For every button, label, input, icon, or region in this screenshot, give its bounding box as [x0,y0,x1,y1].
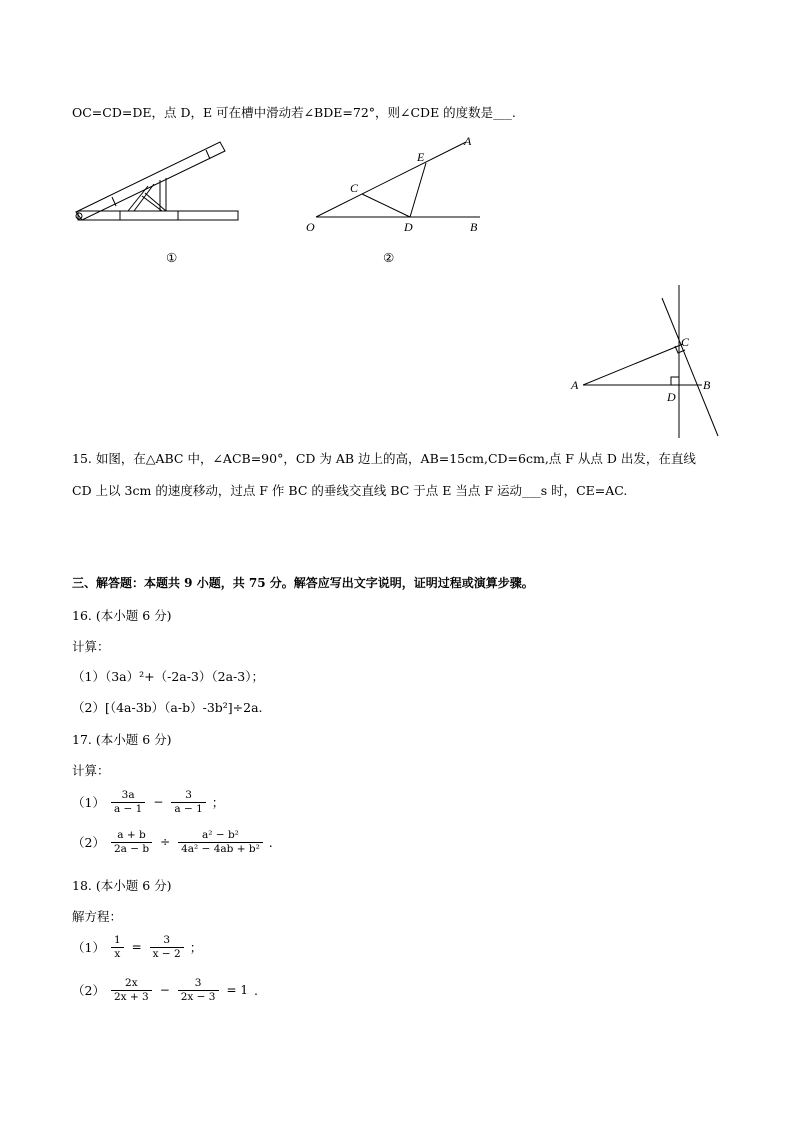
q17-p2-fraction-2 [178,829,263,856]
q17-p1-f1-denominator: a − 1 [113,803,143,816]
fig2-label-c: C [350,181,359,195]
q15-line-1: 15. 如图，在△ABC 中，∠ACB=90°，CD 为 AB 边上的高，AB=15cm,CD=6cm,点 F 从点 D 出发，在直线 [72,451,696,466]
q15-line-2: CD 上以 3cm 的速度移动，过点 F 作 BC 的垂线交直线 BC 于点 E 当点 F 运动___s 时，CE=AC. [72,483,628,498]
fig2-label-o: O [306,220,315,234]
figure-2-geometry [300,130,500,240]
figure-3-triangle [565,282,730,442]
fig3-label-c: C [681,335,690,349]
q17-instruction: 计算： [72,763,110,778]
figure-2-label: ② [383,250,395,265]
q18-p1-f2-numerator: 3 [150,934,184,948]
q17-p2-end: . [268,835,273,851]
q18-p1-f1-numerator: 1 [111,934,124,948]
q18-part-1 [72,934,202,961]
q17-part-1 [72,789,224,816]
section-3-heading: 三、解答题：本题共 9 小题，共 75 分。解答应写出文字说明，证明过程或演算步骤。 [72,576,534,590]
q17-p1-f1-numerator: 3a [111,789,145,803]
fig3-label-a: A [571,378,579,392]
q17-header: 17. (本小题 6 分) [72,732,172,747]
q18-p1-label: （1） [72,940,105,956]
q17-p2-operator: ÷ [160,835,171,850]
q18-p2-label: （2） [72,983,105,999]
q17-p1-end: ； [211,795,225,811]
q18-p2-fraction-2 [178,977,219,1004]
figure-1-rack [70,138,250,238]
q18-p2-f1-numerator: 2x [111,977,152,991]
q18-p2-f1-denominator: 2x + 3 [113,991,149,1004]
fig2-label-b: B [470,220,478,234]
q16-part-1: （1）（3a）²+（-2a-3）（2a-3）； [72,669,264,684]
q18-p2-fraction-1 [111,977,152,1004]
q14-text: OC=CD=DE，点 D，E 可在槽中滑动若∠BDE=72°，则∠CDE 的度数是___. [72,105,516,120]
q18-p1-operator: = [131,940,142,955]
q17-p1-f2-denominator: a − 1 [174,803,203,816]
q18-header: 18. (本小题 6 分) [72,878,172,893]
q18-part-2 [72,977,258,1004]
figure-1-label: ① [166,250,178,265]
q18-p1-f2-denominator: x − 2 [152,948,181,961]
q18-p2-f2-denominator: 2x − 3 [180,991,216,1004]
q17-part-2 [72,829,273,856]
q18-p1-end: ； [189,940,203,956]
q16-instruction: 计算： [72,639,110,654]
fig2-label-e: E [417,150,425,164]
q17-p1-fraction-1 [111,789,145,816]
q17-p1-fraction-2 [171,789,205,816]
q18-p1-fraction-1 [111,934,124,961]
q18-p2-f2-numerator: 3 [178,977,219,991]
q18-p2-operator: − [159,983,170,998]
q18-p2-end: . [253,983,258,999]
q18-instruction: 解方程： [72,909,123,924]
q18-p2-rhs: = 1 [226,983,248,998]
q18-p1-fraction-2 [150,934,184,961]
q17-p2-f2-numerator: a² − b² [178,829,263,843]
q16-part-2: （2）[（4a-3b）（a-b）-3b²]÷2a. [72,700,263,715]
q16-header: 16. (本小题 6 分) [72,608,172,623]
q17-p1-f2-numerator: 3 [171,789,205,803]
q17-p2-f1-denominator: 2a − b [113,843,150,856]
q17-p1-operator: − [153,795,164,810]
q17-p2-f2-denominator: 4a² − 4ab + b² [181,843,260,856]
q17-p2-f1-numerator: a + b [111,829,152,843]
fig2-label-d: D [404,220,413,234]
q18-p1-f1-denominator: x [114,948,121,961]
q17-p2-label: （2） [72,835,105,851]
fig2-label-a: A [464,134,472,148]
q17-p2-fraction-1 [111,829,152,856]
q17-p1-label: （1） [72,795,105,811]
fig3-label-d: D [667,390,676,404]
fig3-label-b: B [703,378,711,392]
